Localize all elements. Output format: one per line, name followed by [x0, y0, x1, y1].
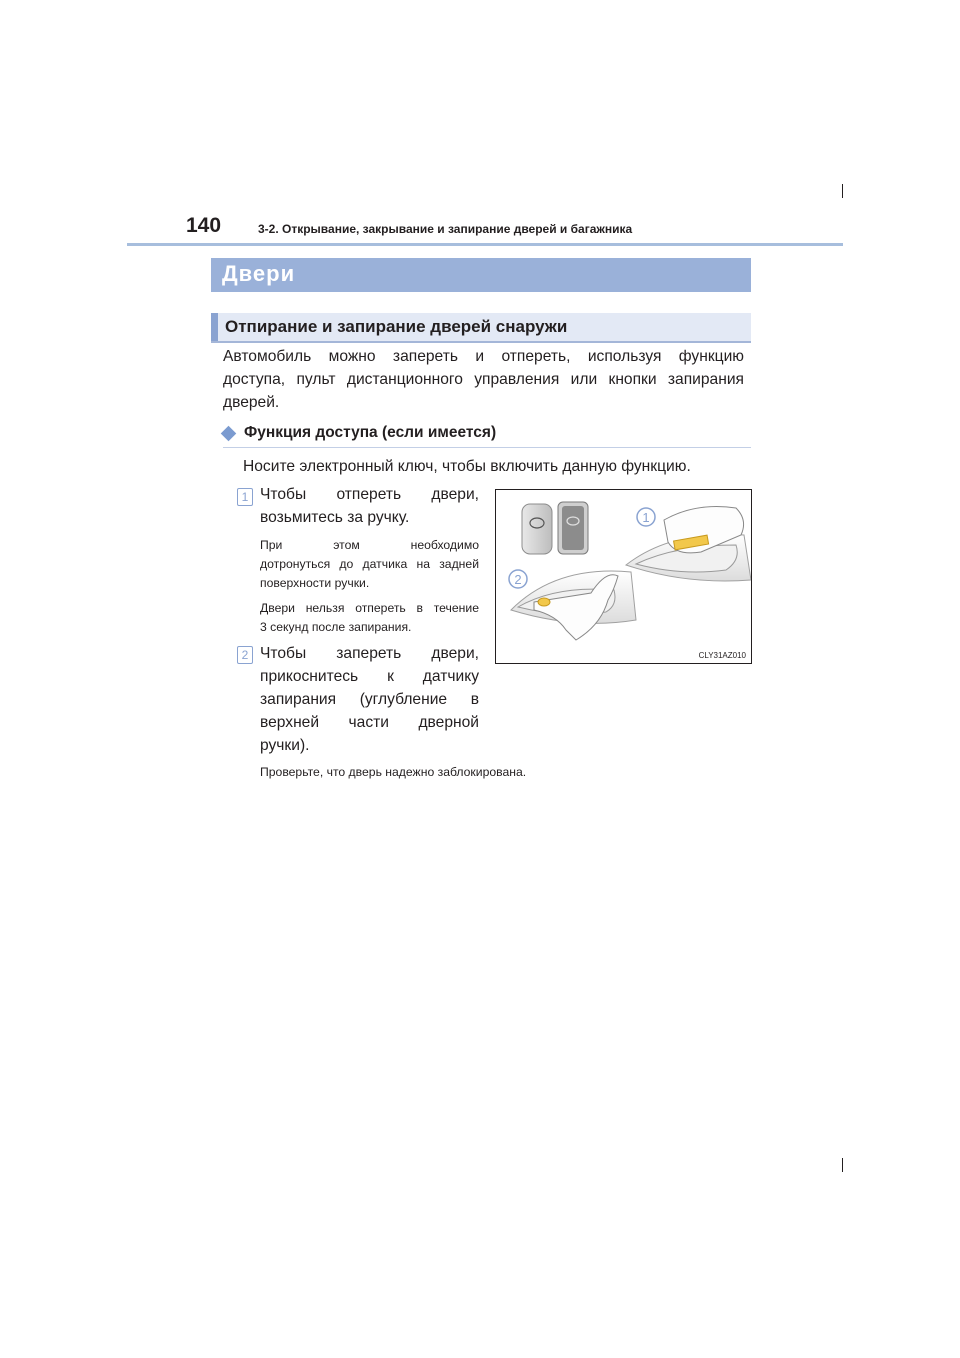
crop-mark-bottom [842, 1158, 843, 1172]
step-1-line: Чтобы отпереть двери, [260, 486, 479, 503]
step-1-line: возьмитесь за ручку. [260, 509, 410, 526]
step-1-note-line: При этом необходимо [260, 538, 479, 552]
subsection-title: Отпирание и запирание дверей снаружи [225, 317, 568, 336]
subsection-accent-bar [211, 313, 218, 341]
figure-code: CLY31AZ010 [698, 651, 746, 660]
smart-key-icon [522, 502, 588, 554]
door-handle-illustration [495, 489, 752, 664]
step-2-line: ручки). [260, 737, 310, 754]
section-banner [211, 258, 751, 292]
running-title: 3-2. Открывание, закрывание и запирание дверей и багажника [258, 222, 633, 236]
door-handle-lock [511, 571, 636, 640]
feature-heading [223, 423, 751, 448]
step-1-note-line: поверхности ручки. [260, 576, 370, 590]
intro-line: Автомобиль можно запереть и отпереть, используя функцию [223, 348, 744, 365]
step-1-marker: 1 [237, 488, 253, 506]
subsection-header [211, 313, 751, 343]
section-title: Двери [222, 261, 296, 286]
step-2-note-line: Проверьте, что дверь надежно заблокирована. [260, 765, 527, 779]
header-rule [127, 243, 843, 246]
step-2-line: запирания (углубление в [260, 691, 479, 708]
step-2-line: верхней части дверной [260, 714, 479, 731]
page-number: 140 [186, 214, 222, 237]
intro-line: дверей. [223, 394, 280, 411]
step-2-line: Чтобы запереть двери, [260, 645, 479, 662]
callout-1-label: 1 [642, 510, 650, 525]
intro-line: доступа, пульт дистанционного управления или кнопки запирания [223, 371, 744, 388]
step-2-marker: 2 [237, 646, 253, 664]
callout-2 [509, 570, 527, 588]
step-1-note-line: Двери нельзя отпереть в течение [260, 601, 479, 615]
feature-lead: Носите электронный ключ, чтобы включить данную функцию. [243, 458, 691, 475]
step-2-line: прикоснитесь к датчику [260, 668, 479, 685]
feature-title: Функция доступа (если имеется) [244, 424, 497, 441]
illustration-svg [496, 490, 751, 663]
step-1-note-line: дотронуться до датчика на задней [260, 557, 479, 571]
diamond-icon [221, 426, 237, 442]
callout-2-label: 2 [514, 572, 522, 587]
crop-mark-top [842, 184, 843, 198]
callout-1 [637, 508, 655, 526]
step-1-note-line: 3 секунд после запирания. [260, 620, 412, 634]
